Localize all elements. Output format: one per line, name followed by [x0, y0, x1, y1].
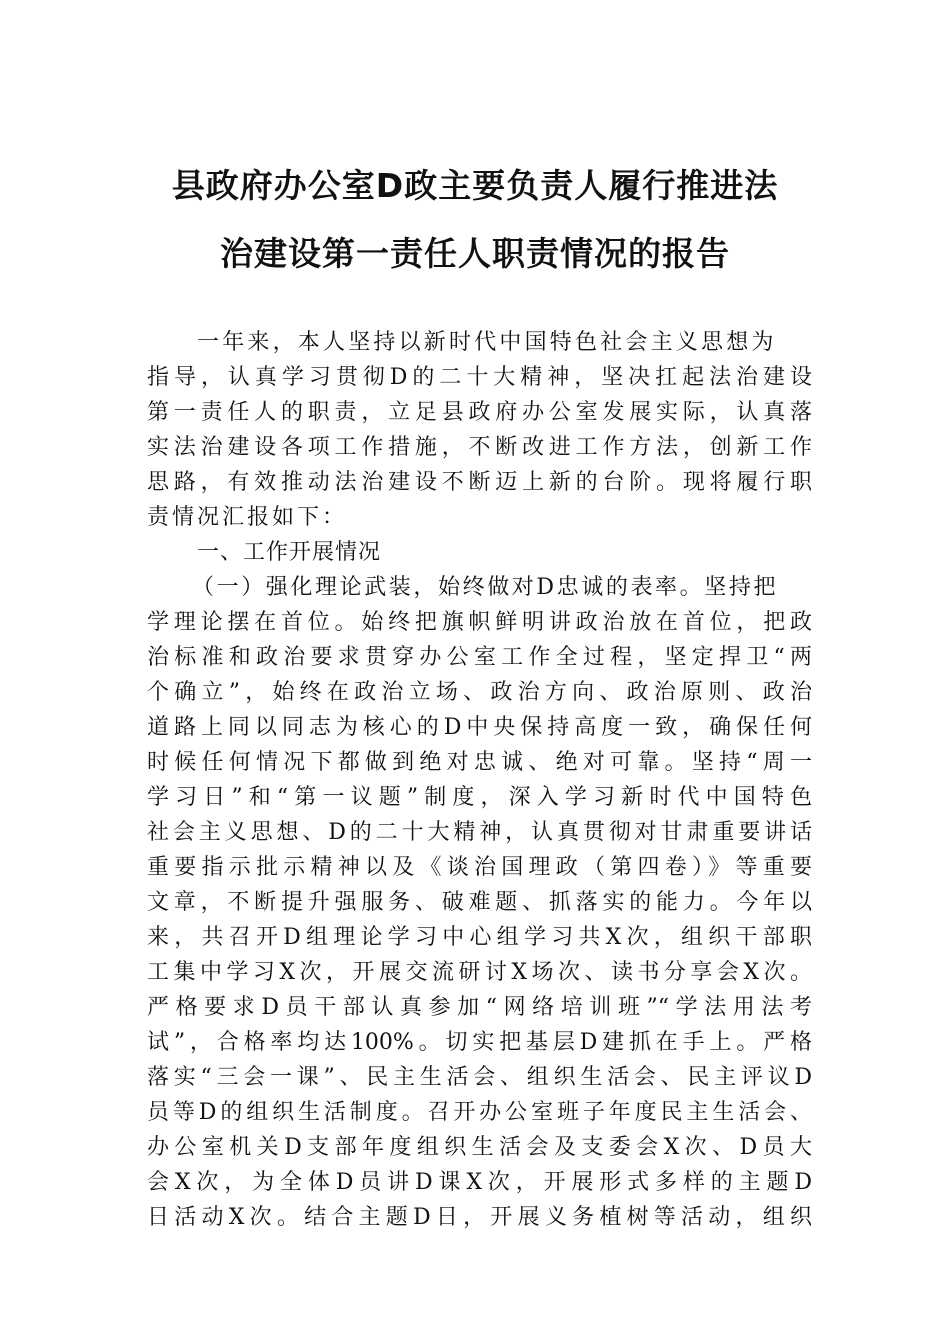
- body-line: 日活动X次。结合主题D日，开展义务植树等活动，组织: [147, 1205, 812, 1230]
- body-line: 时候任何情况下都做到绝对忠诚、绝对可靠。坚持“周一: [147, 750, 812, 775]
- body-line: 学习日”和“第一议题”制度，深入学习新时代中国特色: [147, 785, 812, 810]
- document-title-line-1: 县政府办公室D政主要负责人履行推进法: [171, 166, 779, 205]
- body-line: （一）强化理论武装，始终做对D忠诚的表率。坚持把: [192, 575, 779, 600]
- body-line: 试”，合格率均达100%。切实把基层D建抓在手上。严格: [147, 1030, 812, 1055]
- body-line: 个确立”，始终在政治立场、政治方向、政治原则、政治: [147, 680, 812, 705]
- body-line: 学理论摆在首位。始终把旗帜鲜明讲政治放在首位，把政: [147, 610, 812, 635]
- body-line: 重要指示批示精神以及《谈治国理政（第四卷）》等重要: [147, 855, 812, 880]
- body-line: 员等D的组织生活制度。召开办公室班子年度民主生活会、: [147, 1100, 812, 1125]
- body-line: 第一责任人的职责，立足县政府办公室发展实际，认真落: [147, 400, 812, 425]
- body-line: 落实“三会一课”、民主生活会、组织生活会、民主评议D: [147, 1065, 812, 1090]
- body-line: 责情况汇报如下：: [147, 505, 348, 530]
- body-line: 会X次，为全体D员讲D课X次，开展形式多样的主题D: [147, 1170, 812, 1195]
- body-line: 工集中学习X次，开展交流研讨X场次、读书分享会X次。: [147, 960, 812, 985]
- body-line: 办公室机关D支部年度组织生活会及支委会X次、D员大: [147, 1135, 812, 1160]
- body-line: 思路，有效推动法治建设不断迈上新的台阶。现将履行职: [147, 470, 812, 495]
- body-line: 文章，不断提升强服务、破难题、抓落实的能力。今年以: [147, 890, 812, 915]
- body-line: 社会主义思想、D的二十大精神，认真贯彻对甘肃重要讲话: [147, 820, 812, 845]
- body-line: 道路上同以同志为核心的D中央保持高度一致，确保任何: [147, 715, 812, 740]
- body-line: 严格要求D员干部认真参加“网络培训班”“学法用法考: [147, 995, 812, 1020]
- body-line: 一年来，本人坚持以新时代中国特色社会主义思想为: [197, 330, 777, 355]
- section-heading: 一、工作开展情况: [197, 540, 382, 565]
- body-line: 来，共召开D组理论学习中心组学习共X次，组织干部职: [147, 925, 812, 950]
- body-line: 治标准和政治要求贯穿办公室工作全过程，坚定捍卫“两: [147, 645, 812, 670]
- body-line: 实法治建设各项工作措施，不断改进工作方法，创新工作: [147, 435, 812, 460]
- body-line: 指导，认真学习贯彻D的二十大精神，坚决扛起法治建设: [147, 365, 812, 390]
- document-title-line-2: 治建设第一责任人职责情况的报告: [220, 234, 730, 273]
